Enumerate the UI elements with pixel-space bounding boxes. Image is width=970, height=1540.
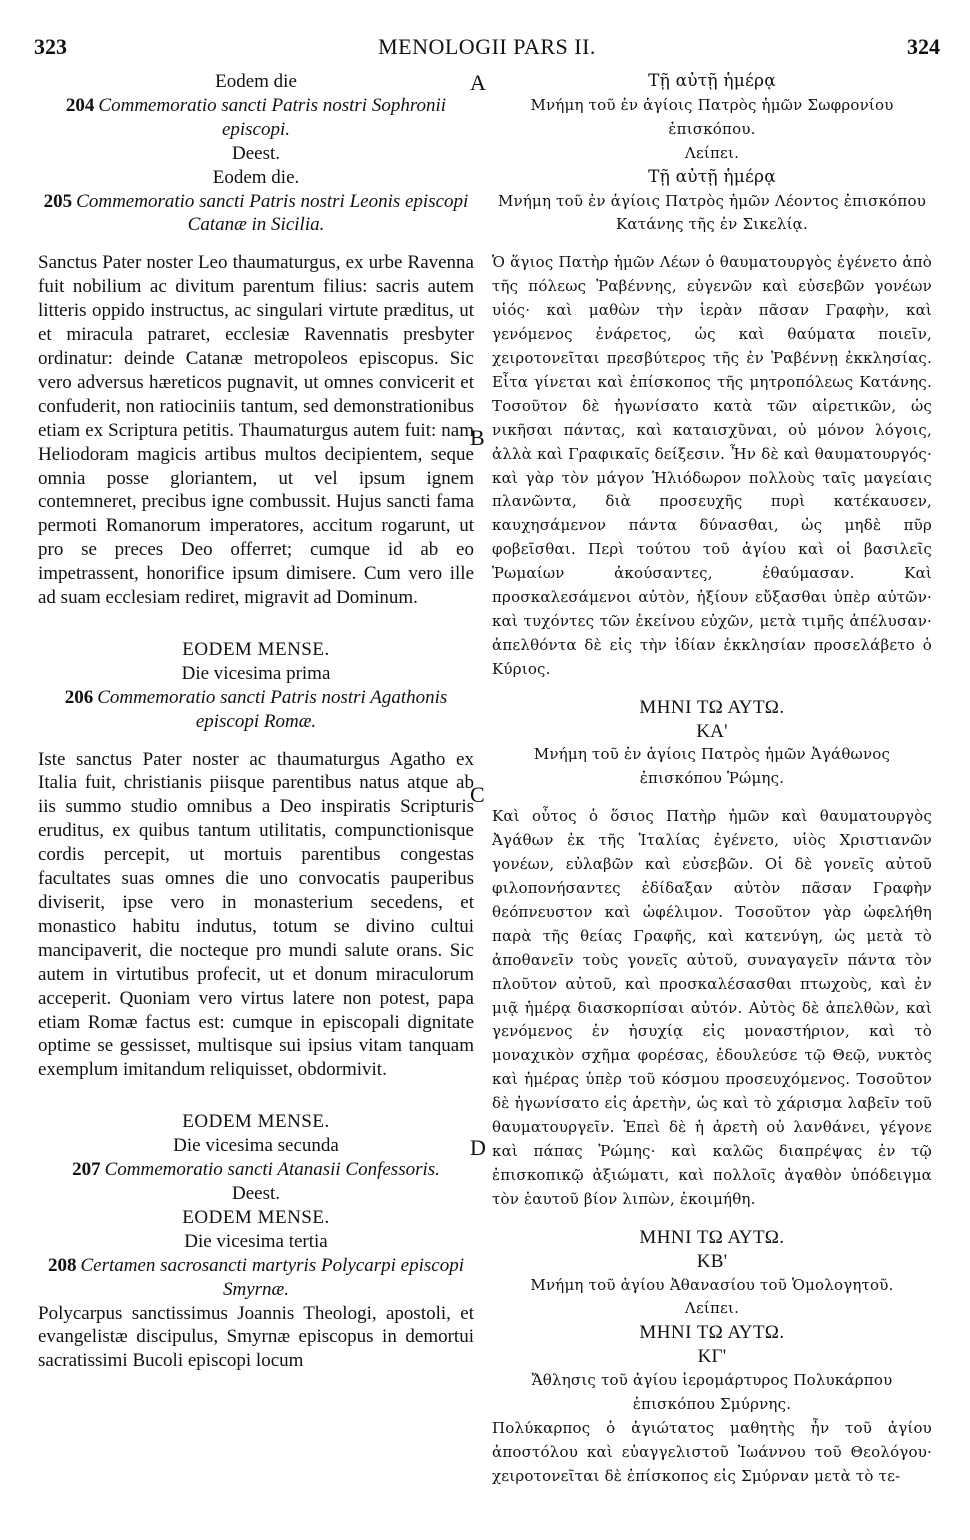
entry-title: Μνήμη τοῦ ἐν ἁγίοις Πατρὸς ἡμῶν Λέοντος ἐπισκόπου Κατάνης τῆς ἐν Σικελίᾳ.: [497, 191, 927, 234]
margin-letter-a: A: [470, 70, 486, 95]
entry-heading: [38, 94, 474, 142]
deest-note: Λείπει.: [684, 1299, 740, 1318]
entry-title: Μνήμη τοῦ ἁγίου Ἀθανασίου τοῦ Ὁμολογητοῦ.: [530, 1275, 894, 1294]
entry-day: Die vicesima secunda: [173, 1135, 339, 1157]
entry-day: Die vicesima tertia: [184, 1230, 328, 1252]
entry-day: ΚΒ': [696, 1250, 728, 1272]
entry-body: Iste sanctus Pater noster ac thaumaturgus Agatho ex Italia fuit, christianis piisque parentibus natus atque ab iis summo studio omnibus a Deo inspiratis Scripturis eruditus, ex quibus tantum utilitatis, compunctionisque cordis percepit, ut mortuis parentibus congestas facultates suas omnes die uno convocatis pauperibus diviserit, ipse vero in monasterium secedens, et monastico habitu indutus, totum se divino cultui mancipaverit, die nocteque pro mundi salute orans. Sic autem in virtutibus profecit, ut et donum miraculorum acceperit. Quoniam vero virtus latere non potest, papa etiam Romæ factus est: cumque in episcopali dignitate optime se gessisset, multisque sui ipsius vitam tanquam exemplum imitandum reliquisset, obdormivit.: [38, 748, 474, 1081]
entry-number: 206: [64, 686, 94, 708]
right-page-number: 324: [907, 34, 940, 59]
page-header: [34, 34, 940, 64]
month-heading: ΜΗΝΙ ΤΩ ΑΥΤΩ.: [639, 1322, 785, 1344]
entry-title: Certamen sacrosancti martyris Polycarpi episcopi Smyrnæ.: [80, 1254, 464, 1300]
entry-day: Eodem die.: [212, 166, 300, 188]
entry-day: Τῇ αὐτῇ ἡμέρᾳ: [648, 71, 776, 91]
entry-number: 207: [72, 1159, 101, 1181]
margin-letter-b: B: [470, 425, 485, 450]
entry-day: ΚΓ': [697, 1346, 727, 1368]
entry-heading: [38, 686, 474, 734]
deest-note: Λείπει.: [684, 143, 740, 162]
entry-title: Commemoratio sancti Patris nostri Agathonis episcopi Romæ.: [97, 686, 448, 732]
entry-title: Ἄθλησις τοῦ ἁγίου ἱερομάρτυρος Πολυκάρπου ἐπισκόπου Σμύρνης.: [531, 1371, 893, 1414]
entry-body: Sanctus Pater noster Leo thaumaturgus, ex urbe Ravenna fuit nobilium ac divitum parentum filius: sacris autem litteris oppido instructus, ac singulari virtute præditus, ut et miracula patraret, ecclesiæ Ravennatis presbyter ordinatur: deinde Catanæ metropoleos episcopus. Sic vero adversus hæreticos pugnavit, ut omnes convicerit et confuderit, non ratiociniis tantum, sed demonstrationibus etiam ex Scriptura petitis. Thaumaturgus autem fuit: nam Heliodoram magicis artibus multos decipientem, seque omnia posse gloriantem, ut vel ipsum ignem contemneret, precibus igne combussit. Hujus sancti fama permoti Romanorum imperatores, accitum rogarunt, ut pro se preces Deo offerret; cumque id ab eo impetrassent, honorifice ipsum dimisere. Cum vero ille ad suam ecclesiam rediret, migravit ad Dominum.: [38, 252, 474, 609]
deest-note: Deest.: [231, 1182, 280, 1204]
entry-number: 208: [48, 1254, 77, 1276]
entry-day: Eodem die: [215, 71, 297, 92]
entry-day: ΚΑ': [696, 720, 728, 742]
entry-title: Commemoratio sancti Patris nostri Leonis episcopi Catanæ in Sicilia.: [76, 190, 469, 236]
entry-body: Ὁ ἅγιος Πατὴρ ἡμῶν Λέων ὁ θαυματουργὸς ἐγένετο ἀπὸ τῆς πόλεως Ῥαβέννης, εὐγενῶν καὶ εὐσεβῶν γονέων υἱός· καὶ μαθὼν τὴν ἱερὰν πᾶσαν Γραφὴν, καὶ γενόμενος ἐνάρετος, ὡς καὶ θαύματα ποιεῖν, χειροτονεῖται πρεσβύτερος τῆς ἐν Ῥαβέννῃ ἐκκλησίας. Εἶτα γίνεται καὶ ἐπίσκοπος τῆς μητροπόλεως Κατάνης. Τοσοῦτον δὲ ἠγωνίσατο κατὰ τῶν αἱρετικῶν, ὡς νικῆσαι πάντας, καὶ καταισχῦναι, οὐ μόνον λόγοις, ἀλλὰ καὶ Γραφικαῖς δείξεσιν. Ἦν δὲ καὶ θαυματουργός· καὶ γὰρ τὸν μάγον Ἡλιόδωρον πολλοὺς ταῖς μαγείαις πλανῶντα, διὰ προσευχῆς πυρὶ κατέκαυσεν, καυχησάμενον πάντα δύνασθαι, ὡς μηδὲ πῦρ φοβεῖσθαι. Περὶ τούτου τοῦ ἁγίου καὶ οἱ βασιλεῖς Ῥωμαίων ἀκούσαντες, ἐθαύμασαν. Καὶ προσκαλεσάμενοι αὐτὸν, ἠξίουν εὔξασθαι ὑπὲρ αὐτῶν· καὶ τυχόντες τῶν ἐκείνου εὐχῶν, μετὰ τιμῆς ἀπέλυσαν· ἀπελθόντα δὲ εἰς τὴν ἰδίαν ἐκκλησίαν προσελάβετο ὁ Κύριος.: [492, 253, 932, 678]
margin-letter-d: D: [470, 1135, 486, 1160]
entry-body: Polycarpus sanctissimus Joannis Theologi, apostoli, et evangelistæ discipulus, Smyrnæ episcopus in demortui sacratissimi Bucoli episcopi locum: [38, 1302, 474, 1372]
month-heading: EODEM MENSE.: [182, 1111, 330, 1133]
margin-letter-c: C: [470, 782, 485, 807]
greek-column: [492, 70, 932, 1489]
entry-title: Commemoratio sancti Patris nostri Sophronii episcopi.: [98, 94, 447, 140]
deest-note: Deest.: [231, 142, 280, 164]
entry-body: Καὶ οὗτος ὁ ὅσιος Πατὴρ ἡμῶν καὶ θαυματουργὸς Ἀγάθων ἐκ τῆς Ἰταλίας ἐγένετο, υἱὸς Χριστιανῶν γονέων, εὐλαβῶν καὶ εὐσεβῶν. Οἱ δὲ γονεῖς αὐτοῦ φιλοπονήσαντες ἐδίδαξαν αὐτὸν πᾶσαν Γραφὴν θεόπνευστον καὶ ὠφέλιμον. Τοσοῦτον γὰρ ὠφελήθη παρὰ τῆς θείας Γραφῆς, καὶ κατενύγη, ὡς μετὰ τὸ ἀποθανεῖν τοὺς γονεῖς αὐτοῦ, συναγαγεῖν πάντα τὸν πλοῦτον αὐτοῦ, καὶ προσκαλέσασθαι πτωχοὺς, καὶ ἐν μιᾷ ἡμέρᾳ διασκορπίσαι αὐτόν. Αὐτὸς δὲ ἀπελθὼν, καὶ γενόμενος ἐν ἡσυχίᾳ εἰς μοναστήριον, καὶ τὸ μοναχικὸν σχῆμα φορέσας, ἐδουλεύσε τῷ Θεῷ, νυκτὸς καὶ ἡμέρας ὑπὲρ τοῦ κόσμου προσευχόμενος. Τοσοῦτον δὲ ἠγωνίσατο εἰς ἀρετὴν, ὡς καὶ τὸ χάρισμα λαβεῖν τοῦ θαυματουργεῖν. Ἐπεὶ δὲ ἡ ἀρετὴ οὐ λανθάνει, γέγονε καὶ πάπας Ῥώμης· καὶ καλῶς διαπρέψας ἐν τῷ ἐπισκοπικῷ ἀξιώματι, καὶ πολλοῖς ἀγαθὸν ὑπόδειγμα τὸν ἑαυτοῦ βίον λιπὼν, ἐκοιμήθη.: [492, 807, 932, 1208]
entry-day: Die vicesima prima: [181, 662, 331, 684]
entry-number: 205: [43, 190, 73, 212]
left-page-number: 323: [34, 34, 67, 59]
entry-title: Μνήμη τοῦ ἐν ἁγίοις Πατρὸς ἡμῶν Σωφρονίου ἐπισκόπου.: [530, 95, 894, 138]
entry-heading: [38, 190, 474, 238]
entry-day: Τῇ αὐτῇ ἡμέρᾳ: [648, 166, 776, 187]
month-heading: EODEM MENSE.: [182, 638, 330, 660]
running-title: MENOLOGII PARS II.: [378, 34, 596, 59]
month-heading: EODEM MENSE.: [182, 1206, 330, 1228]
entry-heading: [38, 1158, 474, 1182]
entry-body: Πολύκαρπος ὁ ἁγιώτατος μαθητὴς ἦν τοῦ ἁγίου ἀποστόλου καὶ εὐαγγελιστοῦ Ἰωάννου τοῦ Θεολόγου· χειροτονεῖται δὲ ἐπίσκοπος εἰς Σμύρναν μετὰ τὸ τε-: [492, 1418, 932, 1485]
latin-column: [38, 70, 474, 1373]
entry-title: Μνήμη τοῦ ἐν ἁγίοις Πατρὸς ἡμῶν Ἀγάθωνος ἐπισκόπου Ῥώμης.: [533, 745, 891, 788]
month-heading: ΜΗΝΙ ΤΩ ΑΥΤΩ.: [639, 1226, 785, 1248]
entry-title: Commemoratio sancti Atanasii Confessoris.: [104, 1159, 440, 1181]
entry-heading: [38, 1254, 474, 1302]
entry-number: 204: [65, 94, 95, 116]
month-heading: ΜΗΝΙ ΤΩ ΑΥΤΩ.: [639, 696, 785, 718]
